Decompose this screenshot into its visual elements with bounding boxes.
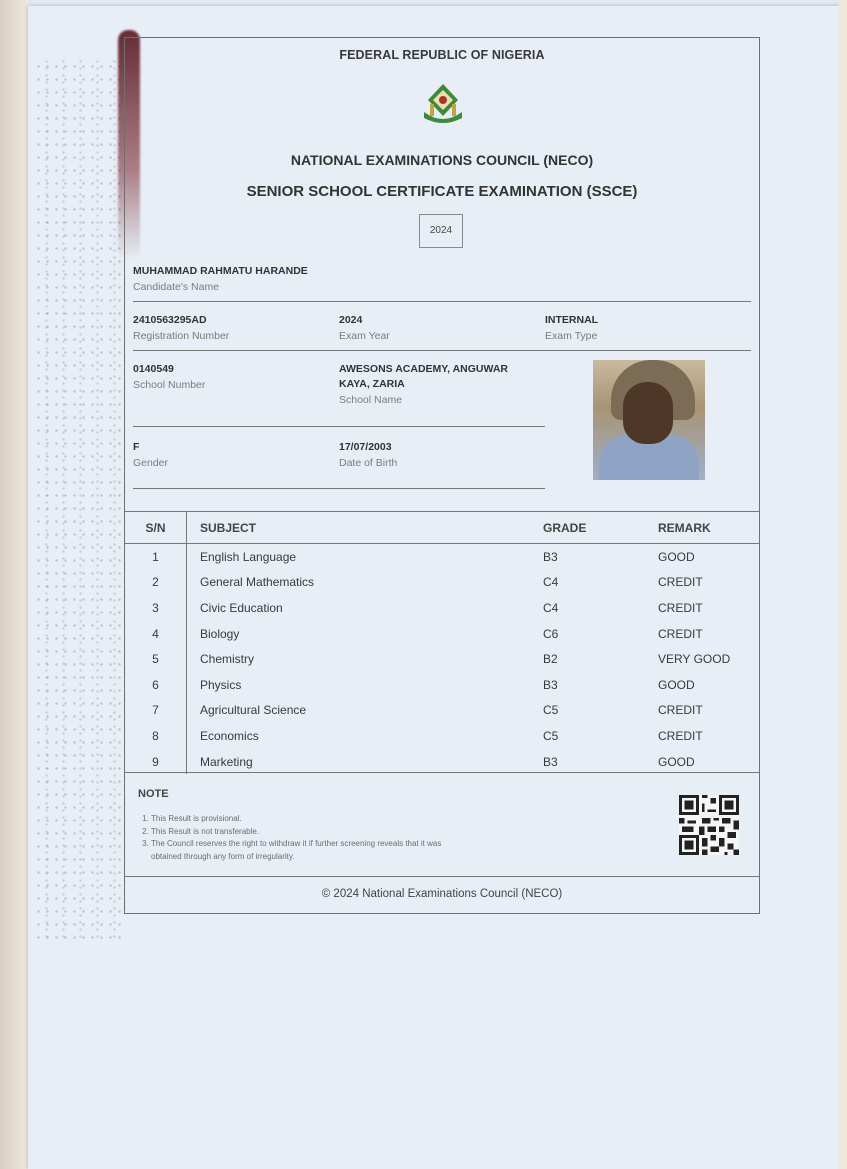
school-name-field (339, 362, 529, 406)
school-name: AWESONS ACADEMY, ANGUWAR KAYA, ZARIA (339, 363, 508, 390)
row-grade: C4 (543, 600, 559, 615)
row-grade: C5 (543, 728, 559, 743)
row-remark: GOOD (658, 549, 695, 564)
header-subject: SUBJECT (187, 512, 544, 544)
row-remark: CREDIT (658, 575, 703, 590)
exam-type-field (545, 313, 598, 342)
note-item: 2. This Result is not transferable. (151, 826, 471, 839)
gender-label: Gender (133, 457, 169, 469)
gender: F (133, 441, 140, 453)
row-subject: Biology (200, 626, 240, 641)
copyright: © 2024 National Examinations Council (NECO) (321, 888, 563, 900)
qr-code-icon (679, 795, 739, 855)
header-sn: S/N (125, 512, 187, 544)
row-sn: 7 (125, 698, 187, 724)
table-row (125, 749, 759, 775)
republic-heading: FEDERAL REPUBLIC OF NIGERIA (339, 48, 545, 62)
table-row (125, 723, 759, 749)
registration-number: 2410563295AD (133, 314, 207, 326)
divider (133, 488, 545, 489)
results-table (125, 511, 759, 774)
row-grade: B2 (543, 652, 558, 667)
exam-type-label: Exam Type (545, 330, 598, 342)
row-remark: CREDIT (658, 728, 703, 743)
table-bottom-rule (125, 772, 759, 773)
exam-year-label: Exam Year (339, 330, 390, 342)
row-remark: CREDIT (658, 626, 703, 641)
row-grade: C4 (543, 575, 559, 590)
row-grade: B3 (543, 754, 558, 769)
paper-edge (0, 0, 28, 1169)
table-row (125, 570, 759, 596)
date-of-birth: 17/07/2003 (339, 441, 392, 453)
row-sn: 5 (125, 646, 187, 672)
row-grade: B3 (543, 677, 558, 692)
row-sn: 9 (125, 749, 187, 775)
row-grade: B3 (543, 549, 558, 564)
exam-year: 2024 (339, 314, 363, 326)
row-sn: 1 (125, 544, 187, 570)
header-remark: REMARK (658, 512, 759, 544)
council-heading: NATIONAL EXAMINATIONS COUNCIL (NECO) (290, 152, 594, 168)
row-sn: 2 (125, 570, 187, 596)
candidate-name-label: Candidate's Name (133, 281, 220, 293)
row-grade: C6 (543, 626, 559, 641)
exam-year-field (339, 313, 390, 342)
footer-divider (125, 876, 759, 877)
divider (133, 301, 751, 302)
school-name-label: School Name (339, 394, 403, 406)
table-row (125, 672, 759, 698)
note-item: 1. This Result is provisional. (151, 813, 471, 826)
row-subject: Physics (200, 677, 242, 692)
dob-field (339, 440, 397, 469)
paper-edge-right (839, 0, 847, 1169)
table-row (125, 698, 759, 724)
school-number: 0140549 (133, 363, 174, 375)
gender-field (133, 440, 168, 469)
candidate-name: MUHAMMAD RAHMATU HARANDE (133, 265, 308, 277)
row-remark: CREDIT (658, 600, 703, 615)
row-subject: Chemistry (200, 652, 255, 667)
exam-type: INTERNAL (545, 314, 599, 326)
row-remark: GOOD (658, 677, 695, 692)
row-subject: Economics (200, 728, 259, 743)
row-sn: 6 (125, 672, 187, 698)
row-sn: 4 (125, 621, 187, 647)
row-sn: 3 (125, 595, 187, 621)
note-item: 3. The Council reserves the right to withdraw it if further screening reveals that it was obtained through any form of irregularity. (151, 838, 471, 863)
table-row (125, 646, 759, 672)
row-remark: VERY GOOD (658, 652, 731, 667)
school-number-label: School Number (133, 379, 206, 391)
coat-of-arms-icon (418, 82, 468, 126)
result-document (124, 37, 760, 914)
row-subject: English Language (200, 549, 297, 564)
registration-label: Registration Number (133, 330, 230, 342)
row-sn: 8 (125, 723, 187, 749)
table-row (125, 595, 759, 621)
year-box: 2024 (419, 214, 463, 248)
candidate-name-field (133, 264, 308, 293)
row-grade: C5 (543, 703, 559, 718)
exam-title: SENIOR SCHOOL CERTIFICATE EXAMINATION (SSCE) (246, 183, 638, 200)
row-subject: General Mathematics (200, 575, 315, 590)
registration-field (133, 313, 229, 342)
row-subject: Marketing (200, 754, 253, 769)
note-list (135, 813, 471, 863)
candidate-photo (593, 360, 705, 480)
divider (133, 350, 751, 351)
table-row (125, 544, 759, 570)
header-grade: GRADE (543, 512, 658, 544)
row-subject: Civic Education (200, 600, 283, 615)
school-number-field (133, 362, 205, 391)
results-header-row (125, 512, 759, 544)
dob-label: Date of Birth (339, 457, 398, 469)
row-remark: GOOD (658, 754, 695, 769)
note-title: NOTE (138, 788, 169, 800)
row-subject: Agricultural Science (200, 703, 307, 718)
row-remark: CREDIT (658, 703, 703, 718)
scan-speckle (34, 60, 124, 940)
divider (133, 426, 545, 427)
table-row (125, 621, 759, 647)
